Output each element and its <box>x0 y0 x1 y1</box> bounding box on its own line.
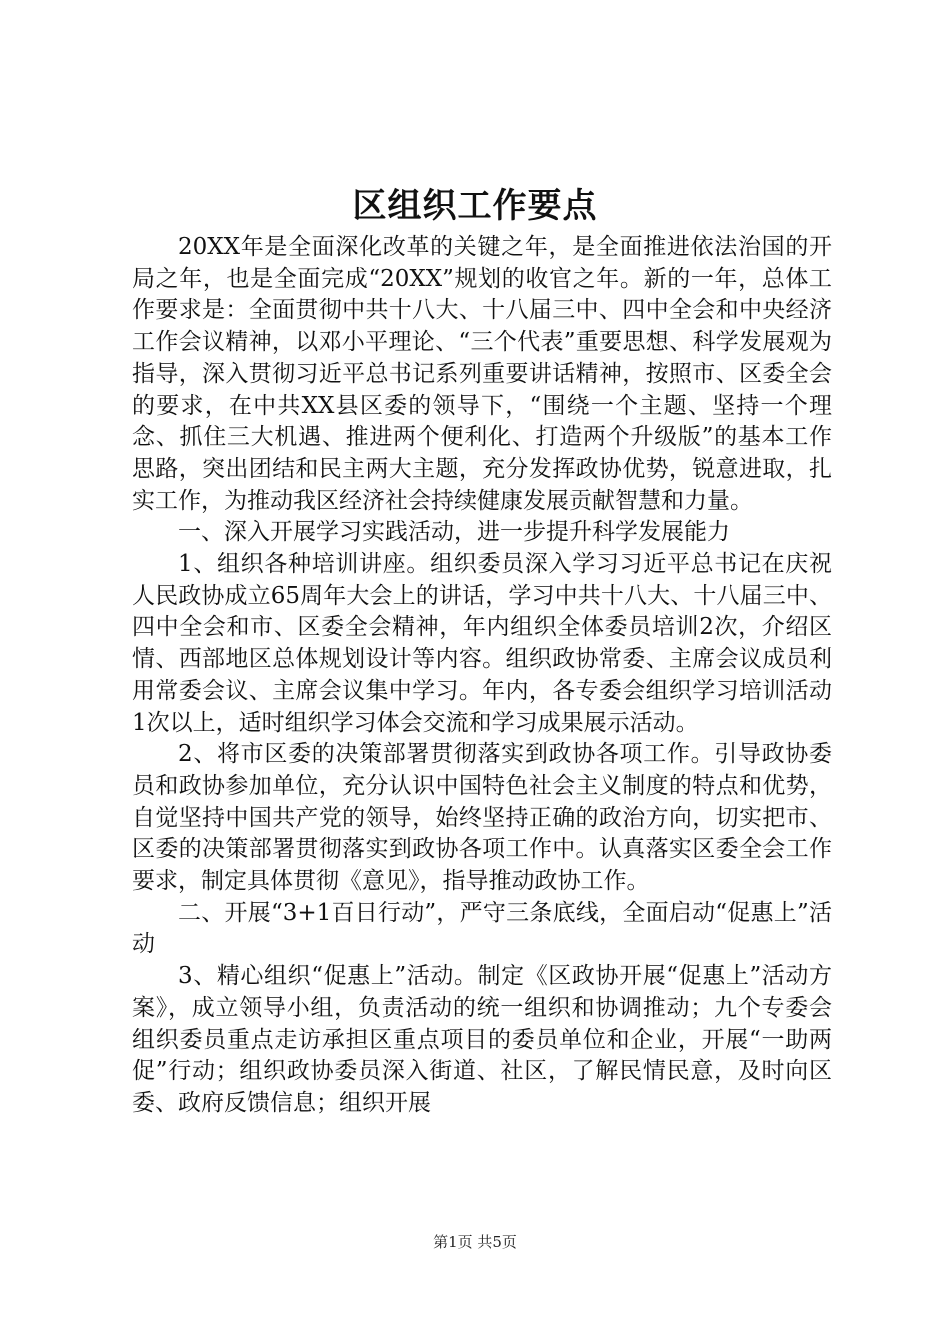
intro-paragraph: 20XX年是全面深化改革的关键之年，是全面推进依法治国的开局之年，也是全面完成“20XX”规划的收官之年。新的一年，总体工作要求是：全面贯彻中共十八大、十八届三中、四中全会和中央经济工作会议精神，以邓小平理论、“三个代表”重要思想、科学发展观为指导，深入贯彻习近平总书记系列重要讲话精神，按照市、区委全会的要求，在中共XX县区委的领导下，“围绕一个主题、坚持一个理念、抓住三大机遇、推进两个便利化、打造两个升级版”的基本工作思路，突出团结和民主两大主题，充分发挥政协优势，锐意进取，扎实工作，为推动我区经济社会持续健康发展贡献智慧和力量。 <box>132 234 832 514</box>
item-paragraph-1: 1、组织各种培训讲座。组织委员深入学习习近平总书记在庆祝人民政协成立65周年大会上的讲话，学习中共十八大、十八届三中、四中全会和市、区委全会精神，年内组织全体委员培训2次，介绍区情、西部地区总体规划设计等内容。组织政协常委、主席会议成员利用常委会议、主席会议集中学习。年内，各专委会组织学习培训活动1次以上，适时组织学习体会交流和学习成果展示活动。 <box>132 551 832 736</box>
section-heading-1: 一、深入开展学习实践活动，进一步提升科学发展能力 <box>178 519 730 546</box>
page-footer: 第1页 共5页 <box>433 1233 517 1251</box>
document-body <box>132 232 832 1120</box>
document-title: 区组织工作要点 <box>352 186 598 226</box>
item-paragraph-2: 2、将市区委的决策部署贯彻落实到政协各项工作。引导政协委员和政协参加单位，充分认识中国特色社会主义制度的特点和优势，自觉坚持中国共产党的领导，始终坚持正确的政治方向，切实把市、区委的决策部署贯彻落实到政协各项工作中。认真落实区委全会工作要求，制定具体贯彻《意见》，指导推动政协工作。 <box>132 741 832 895</box>
item-paragraph-3: 3、精心组织“促惠上”活动。制定《区政协开展“促惠上”活动方案》，成立领导小组，负责活动的统一组织和协调推动；九个专委会组织委员重点走访承担区重点项目的委员单位和企业，开展“一助两促”行动；组织政协委员深入街道、社区，了解民情民意，及时向区委、政府反馈信息；组织开展 <box>132 963 832 1116</box>
section-heading-2: 二、开展“3+1百日行动”，严守三条底线，全面启动“促惠上”活动 <box>132 899 832 958</box>
